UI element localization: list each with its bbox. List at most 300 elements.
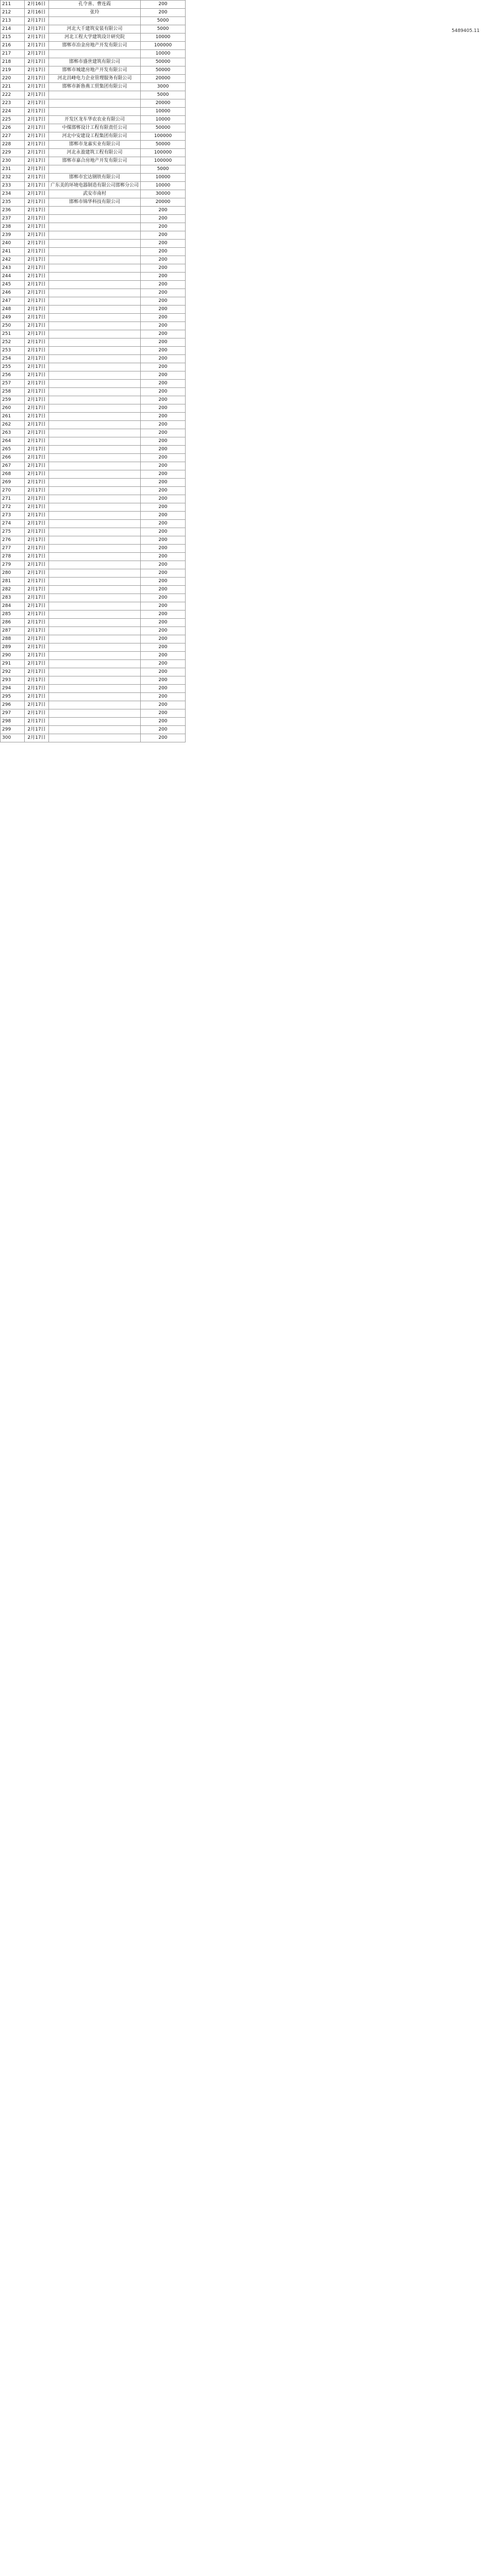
table-row xyxy=(1,413,186,421)
row-number: 255 xyxy=(1,363,25,371)
row-number: 297 xyxy=(1,709,25,718)
table-row xyxy=(1,231,186,240)
table-row xyxy=(1,701,186,709)
row-number: 251 xyxy=(1,330,25,338)
row-amount: 200 xyxy=(141,693,186,701)
row-date: 2月17日 xyxy=(25,17,49,25)
row-amount: 200 xyxy=(141,652,186,660)
row-number: 225 xyxy=(1,116,25,124)
row-donor xyxy=(49,726,141,734)
row-donor xyxy=(49,91,141,99)
table-row xyxy=(1,355,186,363)
table-row xyxy=(1,718,186,726)
row-amount: 200 xyxy=(141,446,186,454)
table-row xyxy=(1,503,186,512)
row-number: 284 xyxy=(1,602,25,611)
row-number: 282 xyxy=(1,586,25,594)
table-row xyxy=(1,536,186,545)
row-amount: 200 xyxy=(141,388,186,396)
row-date: 2月17日 xyxy=(25,281,49,289)
row-date: 2月17日 xyxy=(25,611,49,619)
row-amount: 200 xyxy=(141,306,186,314)
row-date: 2月17日 xyxy=(25,66,49,75)
row-donor xyxy=(49,487,141,495)
row-donor xyxy=(49,611,141,619)
row-amount: 200 xyxy=(141,240,186,248)
row-amount: 200 xyxy=(141,553,186,561)
table-row xyxy=(1,709,186,718)
row-date: 2月17日 xyxy=(25,487,49,495)
table-row xyxy=(1,685,186,693)
row-number: 240 xyxy=(1,240,25,248)
row-donor: 邯郸市锦华科技有限公司 xyxy=(49,198,141,207)
table-row xyxy=(1,569,186,578)
row-amount: 200 xyxy=(141,380,186,388)
row-donor xyxy=(49,701,141,709)
row-date: 2月17日 xyxy=(25,668,49,676)
row-amount: 10000 xyxy=(141,182,186,190)
row-number: 299 xyxy=(1,726,25,734)
table-row xyxy=(1,380,186,388)
row-number: 252 xyxy=(1,338,25,347)
table-row xyxy=(1,248,186,256)
row-date: 2月17日 xyxy=(25,371,49,380)
row-amount: 200 xyxy=(141,611,186,619)
row-donor xyxy=(49,462,141,470)
row-date: 2月17日 xyxy=(25,207,49,215)
row-amount: 200 xyxy=(141,512,186,520)
row-number: 272 xyxy=(1,503,25,512)
row-date: 2月17日 xyxy=(25,363,49,371)
table-row xyxy=(1,371,186,380)
row-donor: 河北昌峰电力企业管理服务有限公司 xyxy=(49,75,141,83)
table-row xyxy=(1,264,186,273)
table-row xyxy=(1,561,186,569)
row-number: 271 xyxy=(1,495,25,503)
row-number: 287 xyxy=(1,627,25,635)
row-amount: 100000 xyxy=(141,42,186,50)
row-number: 280 xyxy=(1,569,25,578)
table-row xyxy=(1,479,186,487)
row-donor xyxy=(49,536,141,545)
row-donor xyxy=(49,520,141,528)
row-donor xyxy=(49,718,141,726)
row-number: 215 xyxy=(1,33,25,42)
row-number: 243 xyxy=(1,264,25,273)
row-donor xyxy=(49,363,141,371)
row-amount: 200 xyxy=(141,545,186,553)
row-date: 2月17日 xyxy=(25,528,49,536)
row-date: 2月17日 xyxy=(25,454,49,462)
row-number: 232 xyxy=(1,174,25,182)
row-date: 2月17日 xyxy=(25,676,49,685)
row-donor xyxy=(49,231,141,240)
row-number: 246 xyxy=(1,289,25,297)
row-donor xyxy=(49,388,141,396)
table-row xyxy=(1,322,186,330)
table-row xyxy=(1,487,186,495)
row-donor xyxy=(49,619,141,627)
row-date: 2月17日 xyxy=(25,215,49,223)
table-row xyxy=(1,306,186,314)
row-number: 237 xyxy=(1,215,25,223)
row-donor xyxy=(49,223,141,231)
table-row xyxy=(1,141,186,149)
table-row xyxy=(1,363,186,371)
row-amount: 200 xyxy=(141,503,186,512)
row-number: 285 xyxy=(1,611,25,619)
row-donor xyxy=(49,413,141,421)
row-amount: 200 xyxy=(141,289,186,297)
row-number: 230 xyxy=(1,157,25,165)
row-donor: 河北大千建筑安装有限公司 xyxy=(49,25,141,33)
row-date: 2月17日 xyxy=(25,413,49,421)
row-number: 221 xyxy=(1,83,25,91)
row-amount: 200 xyxy=(141,462,186,470)
row-amount: 5000 xyxy=(141,25,186,33)
table-row xyxy=(1,116,186,124)
table-row xyxy=(1,9,186,17)
row-amount: 200 xyxy=(141,627,186,635)
row-donor: 邯郸市城建房地产开发有限公司 xyxy=(49,66,141,75)
row-number: 234 xyxy=(1,190,25,198)
row-date: 2月17日 xyxy=(25,421,49,429)
row-number: 212 xyxy=(1,9,25,17)
table-row xyxy=(1,58,186,66)
row-date: 2月17日 xyxy=(25,248,49,256)
row-date: 2月17日 xyxy=(25,256,49,264)
row-number: 239 xyxy=(1,231,25,240)
table-row xyxy=(1,619,186,627)
row-donor xyxy=(49,421,141,429)
table-row xyxy=(1,594,186,602)
table-row xyxy=(1,726,186,734)
row-donor xyxy=(49,17,141,25)
table-row xyxy=(1,330,186,338)
row-date: 2月17日 xyxy=(25,726,49,734)
row-date: 2月17日 xyxy=(25,330,49,338)
row-amount: 200 xyxy=(141,586,186,594)
row-date: 2月17日 xyxy=(25,561,49,569)
row-amount: 200 xyxy=(141,454,186,462)
table-row xyxy=(1,25,186,33)
row-date: 2月17日 xyxy=(25,635,49,643)
row-amount: 5000 xyxy=(141,91,186,99)
row-number: 247 xyxy=(1,297,25,306)
row-number: 265 xyxy=(1,446,25,454)
table-row xyxy=(1,182,186,190)
row-amount: 10000 xyxy=(141,33,186,42)
row-date: 2月17日 xyxy=(25,578,49,586)
table-row xyxy=(1,99,186,108)
table-row xyxy=(1,396,186,404)
row-number: 241 xyxy=(1,248,25,256)
row-donor xyxy=(49,578,141,586)
row-number: 229 xyxy=(1,149,25,157)
row-number: 261 xyxy=(1,413,25,421)
row-number: 217 xyxy=(1,50,25,58)
row-amount: 5000 xyxy=(141,165,186,174)
row-date: 2月17日 xyxy=(25,165,49,174)
row-amount: 200 xyxy=(141,685,186,693)
table-row xyxy=(1,421,186,429)
row-amount: 200 xyxy=(141,635,186,643)
row-amount: 200 xyxy=(141,273,186,281)
row-number: 254 xyxy=(1,355,25,363)
donation-sheet xyxy=(0,0,481,742)
table-row xyxy=(1,314,186,322)
table-row xyxy=(1,91,186,99)
row-date: 2月17日 xyxy=(25,404,49,413)
table-row xyxy=(1,528,186,536)
table-row xyxy=(1,50,186,58)
row-date: 2月17日 xyxy=(25,223,49,231)
row-amount: 200 xyxy=(141,338,186,347)
table-row xyxy=(1,586,186,594)
row-donor xyxy=(49,380,141,388)
row-number: 291 xyxy=(1,660,25,668)
table-row xyxy=(1,157,186,165)
row-amount: 200 xyxy=(141,619,186,627)
row-date: 2月17日 xyxy=(25,273,49,281)
row-amount: 200 xyxy=(141,231,186,240)
table-row xyxy=(1,75,186,83)
row-amount: 200 xyxy=(141,569,186,578)
row-date: 2月17日 xyxy=(25,709,49,718)
row-number: 268 xyxy=(1,470,25,479)
table-row xyxy=(1,676,186,685)
row-date: 2月17日 xyxy=(25,446,49,454)
row-amount: 30000 xyxy=(141,190,186,198)
row-amount: 200 xyxy=(141,281,186,289)
row-date: 2月17日 xyxy=(25,25,49,33)
row-number: 290 xyxy=(1,652,25,660)
row-amount: 50000 xyxy=(141,66,186,75)
row-amount: 200 xyxy=(141,371,186,380)
table-row xyxy=(1,495,186,503)
row-date: 2月17日 xyxy=(25,685,49,693)
row-donor xyxy=(49,569,141,578)
row-amount: 200 xyxy=(141,734,186,742)
row-date: 2月17日 xyxy=(25,141,49,149)
table-row xyxy=(1,223,186,231)
row-donor: 河北永盈建筑工程有限公司 xyxy=(49,149,141,157)
row-donor xyxy=(49,347,141,355)
row-amount: 200 xyxy=(141,347,186,355)
row-number: 260 xyxy=(1,404,25,413)
table-row xyxy=(1,388,186,396)
row-donor xyxy=(49,273,141,281)
table-row xyxy=(1,42,186,50)
row-amount: 10000 xyxy=(141,108,186,116)
row-date: 2月16日 xyxy=(25,9,49,17)
row-number: 269 xyxy=(1,479,25,487)
table-row xyxy=(1,17,186,25)
row-donor xyxy=(49,256,141,264)
row-number: 249 xyxy=(1,314,25,322)
row-amount: 200 xyxy=(141,668,186,676)
row-donor xyxy=(49,207,141,215)
table-row xyxy=(1,297,186,306)
row-number: 289 xyxy=(1,643,25,652)
row-date: 2月17日 xyxy=(25,306,49,314)
row-amount: 200 xyxy=(141,709,186,718)
row-donor xyxy=(49,652,141,660)
row-donor xyxy=(49,627,141,635)
row-date: 2月17日 xyxy=(25,512,49,520)
row-number: 277 xyxy=(1,545,25,553)
row-amount: 200 xyxy=(141,355,186,363)
row-amount: 200 xyxy=(141,495,186,503)
table-row xyxy=(1,1,186,9)
row-number: 216 xyxy=(1,42,25,50)
row-donor xyxy=(49,281,141,289)
row-number: 278 xyxy=(1,553,25,561)
table-row xyxy=(1,611,186,619)
table-row xyxy=(1,635,186,643)
row-date: 2月17日 xyxy=(25,198,49,207)
row-amount: 200 xyxy=(141,561,186,569)
row-number: 223 xyxy=(1,99,25,108)
row-donor xyxy=(49,635,141,643)
row-number: 279 xyxy=(1,561,25,569)
row-date: 2月17日 xyxy=(25,108,49,116)
row-number: 286 xyxy=(1,619,25,627)
row-date: 2月17日 xyxy=(25,479,49,487)
row-donor: 中煤邯郸设计工程有限责任公司 xyxy=(49,124,141,132)
row-date: 2月17日 xyxy=(25,322,49,330)
row-date: 2月17日 xyxy=(25,429,49,437)
row-date: 2月17日 xyxy=(25,693,49,701)
table-row xyxy=(1,627,186,635)
row-amount: 200 xyxy=(141,256,186,264)
row-amount: 200 xyxy=(141,330,186,338)
row-number: 218 xyxy=(1,58,25,66)
row-number: 295 xyxy=(1,693,25,701)
row-number: 253 xyxy=(1,347,25,355)
row-donor xyxy=(49,437,141,446)
row-amount: 200 xyxy=(141,437,186,446)
row-date: 2月17日 xyxy=(25,297,49,306)
row-number: 288 xyxy=(1,635,25,643)
row-date: 2月17日 xyxy=(25,388,49,396)
table-row xyxy=(1,470,186,479)
row-donor xyxy=(49,165,141,174)
row-donor xyxy=(49,685,141,693)
table-row xyxy=(1,462,186,470)
table-row xyxy=(1,83,186,91)
row-date: 2月17日 xyxy=(25,660,49,668)
table-row xyxy=(1,404,186,413)
row-donor: 孔令喜、曹连霞 xyxy=(49,1,141,9)
table-row xyxy=(1,668,186,676)
table-row xyxy=(1,553,186,561)
row-date: 2月17日 xyxy=(25,338,49,347)
row-number: 264 xyxy=(1,437,25,446)
row-number: 256 xyxy=(1,371,25,380)
row-number: 219 xyxy=(1,66,25,75)
row-date: 2月17日 xyxy=(25,124,49,132)
row-amount: 200 xyxy=(141,602,186,611)
row-number: 293 xyxy=(1,676,25,685)
row-number: 224 xyxy=(1,108,25,116)
row-amount: 200 xyxy=(141,322,186,330)
row-date: 2月17日 xyxy=(25,174,49,182)
row-amount: 200 xyxy=(141,487,186,495)
row-donor xyxy=(49,306,141,314)
table-row xyxy=(1,454,186,462)
row-donor xyxy=(49,553,141,561)
row-donor: 武安市南村 xyxy=(49,190,141,198)
row-number: 283 xyxy=(1,594,25,602)
table-row xyxy=(1,256,186,264)
row-donor: 邯郸市冶金房地产开发有限公司 xyxy=(49,42,141,50)
table-row xyxy=(1,198,186,207)
row-date: 2月17日 xyxy=(25,190,49,198)
row-number: 292 xyxy=(1,668,25,676)
row-number: 258 xyxy=(1,388,25,396)
row-number: 231 xyxy=(1,165,25,174)
row-number: 233 xyxy=(1,182,25,190)
row-date: 2月17日 xyxy=(25,231,49,240)
row-date: 2月17日 xyxy=(25,240,49,248)
table-row xyxy=(1,545,186,553)
row-donor xyxy=(49,660,141,668)
table-row xyxy=(1,215,186,223)
row-date: 2月17日 xyxy=(25,182,49,190)
table-row xyxy=(1,273,186,281)
row-date: 2月17日 xyxy=(25,314,49,322)
row-donor xyxy=(49,248,141,256)
table-row xyxy=(1,108,186,116)
row-donor xyxy=(49,240,141,248)
row-date: 2月17日 xyxy=(25,347,49,355)
row-date: 2月17日 xyxy=(25,602,49,611)
row-date: 2月17日 xyxy=(25,99,49,108)
row-donor xyxy=(49,454,141,462)
row-donor xyxy=(49,322,141,330)
table-row xyxy=(1,652,186,660)
row-number: 250 xyxy=(1,322,25,330)
row-donor xyxy=(49,404,141,413)
row-date: 2月17日 xyxy=(25,520,49,528)
row-date: 2月17日 xyxy=(25,586,49,594)
row-donor xyxy=(49,446,141,454)
row-number: 276 xyxy=(1,536,25,545)
row-amount: 200 xyxy=(141,404,186,413)
table-row xyxy=(1,289,186,297)
table-row xyxy=(1,174,186,182)
row-number: 267 xyxy=(1,462,25,470)
row-date: 2月17日 xyxy=(25,470,49,479)
row-amount: 200 xyxy=(141,536,186,545)
table-row xyxy=(1,190,186,198)
row-date: 2月17日 xyxy=(25,380,49,388)
row-donor xyxy=(49,355,141,363)
table-row xyxy=(1,578,186,586)
row-donor: 广东美的环境电器制造有限公司邯郸分公司 xyxy=(49,182,141,190)
row-donor: 邯郸市盛世建筑有限公司 xyxy=(49,58,141,66)
row-date: 2月17日 xyxy=(25,116,49,124)
row-date: 2月17日 xyxy=(25,33,49,42)
row-amount: 3000 xyxy=(141,83,186,91)
row-donor xyxy=(49,108,141,116)
donation-rows xyxy=(1,1,186,742)
row-number: 236 xyxy=(1,207,25,215)
row-number: 228 xyxy=(1,141,25,149)
row-date: 2月17日 xyxy=(25,701,49,709)
row-number: 242 xyxy=(1,256,25,264)
